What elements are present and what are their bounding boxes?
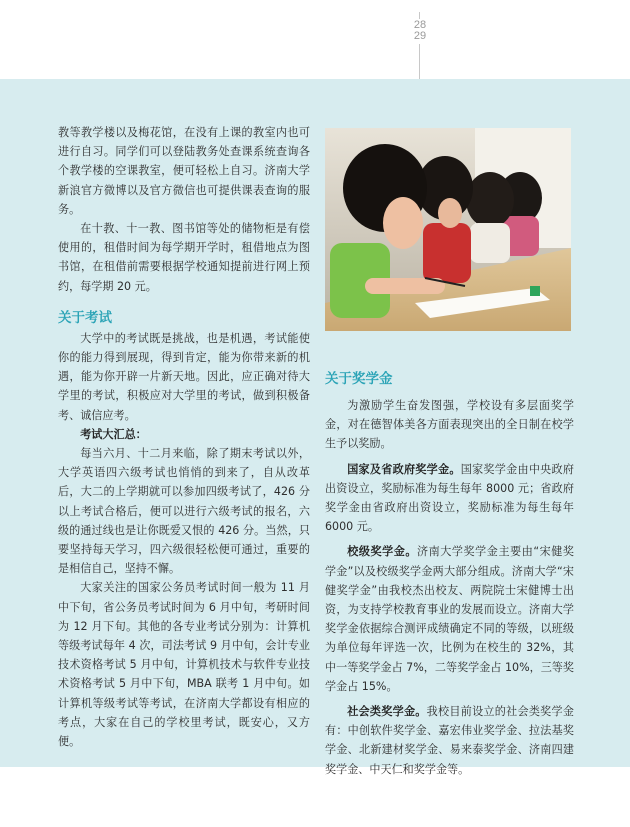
page-number-divider xyxy=(419,12,420,19)
school-scholarship-paragraph xyxy=(325,542,574,696)
students-photo-illustration xyxy=(325,128,571,331)
social-scholarship-title: 社会类奖学金。 xyxy=(347,705,427,719)
national-scholarship-text: 国家奖学金由中央政府出资设立，奖励标准为每生每年 8000 元；省政府奖学金由省政府出资设立，奖励标准为每生每年 6000 元。 xyxy=(325,462,574,534)
exam-intro-paragraph: 大学中的考试既是挑战，也是机遇，考试能使你的能力得到展现，得到肯定，能为你带来新的机遇，能为你开辟一片新天地。因此，应正确对待大学里的考试，积极应对大学里的考试，做到积极备考、诚信应考。 xyxy=(58,331,310,422)
school-scholarship-text: 济南大学奖学金主要由“宋健奖学金”以及校级奖学金两大部分组成。济南大学“宋健奖学金”由我校杰出校友、两院院士宋健博士出资，为支持学校教育事业的发展而设立。济南大学奖学金依据综合测评成绩确定不同的等级，以班级为单位每年评选一次，比例为在校生的 32%，其中一等奖学金占 7%，二等奖学金占 10%，三等奖学金占 15%。 xyxy=(325,545,574,693)
national-scholarship-title: 国家及省政府奖学金。 xyxy=(347,462,461,476)
national-scholarship-paragraph xyxy=(325,460,574,537)
students-studying-photo xyxy=(325,128,571,331)
study-room-paragraph: 教等教学楼以及梅花馆，在没有上课的教室内也可进行自习。同学们可以登陆教务处查课系统查询各个教学楼的空课教室，便可轻松上自习。济南大学新浪官方微博以及官方微信也可提供课表查询的服务。 xyxy=(58,126,310,216)
exam-subheading: 考试大汇总： xyxy=(80,427,147,441)
cet-paragraph: 每当六月、十二月来临，除了期末考试以外，大学英语四六级考试也悄悄的到来了，自从改革后，大二的上学期就可以参加四级考试了，426 分以上考试合格后，便可以进行六级考试的报名，六级的通过线也是让你既爱又恨的 426 分。当然，只要坚持每天学习，四六级很轻松便可通过，重要的是相信自己，坚持不懈。 xyxy=(58,447,310,576)
social-scholarship-text: 我校目前设立的社会类奖学金有：中创软件奖学金、嘉宏伟业奖学金、拉法基奖学金、北新建材奖学金、易来泰奖学金、济南四建奖学金、中天仁和奖学金等。 xyxy=(325,705,574,776)
locker-paragraph: 在十教、十一教、图书馆等处的储物柜是有偿使用的，租借时间为每学期开学时，租借地点为图书馆，在租借前需要根据学校通知提前进行网上预约，每学期 20 元。 xyxy=(58,222,310,293)
page-number-left: 28 xyxy=(413,19,427,31)
civil-service-paragraph: 大家关注的国家公务员考试时间一般为 11 月中下旬，省公务员考试时间为 6 月中旬，考研时间为 12 月下旬。其他的各专业考试分别为：计算机等级考试每年 4 次，司法考试 9 月中旬，会计专业技术资格考试 5 月中旬，计算机技术与软件专业技术资格考试 5 月中下旬，MBA 联考 1 月中旬。如计算机等级考试等考试，在济南大学都设有相应的考点，大家在自己的学校里考试，既安心，又方便。 xyxy=(58,581,310,749)
left-column xyxy=(58,123,310,751)
scholarship-intro-paragraph: 为激励学生奋发图强，学校设有多层面奖学金，对在德智体美各方面表现突出的全日制在校学生予以奖励。 xyxy=(325,399,574,451)
school-scholarship-title: 校级奖学金。 xyxy=(347,545,417,559)
social-scholarship-paragraph xyxy=(325,702,574,779)
exam-heading: 关于考试 xyxy=(58,309,112,326)
scholarship-heading: 关于奖学金 xyxy=(325,371,393,387)
page-number-right: 29 xyxy=(413,30,427,42)
page-numbers xyxy=(408,20,432,42)
right-column xyxy=(325,370,574,779)
